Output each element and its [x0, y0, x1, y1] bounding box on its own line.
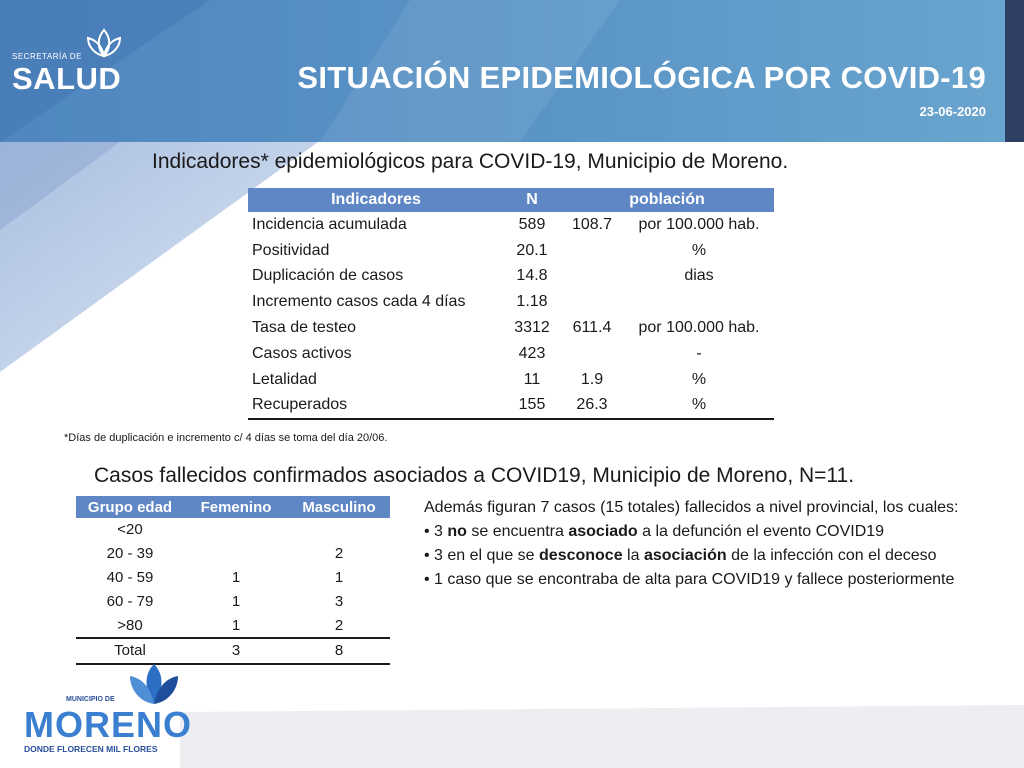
column-header: Femenino: [184, 496, 288, 518]
female-count: [184, 542, 288, 566]
male-count: 3: [334, 592, 344, 610]
note-text: a la defunción el evento COVID19: [637, 523, 885, 540]
indicator-rate: 26.3: [560, 393, 624, 420]
indicator-n: 423: [518, 344, 546, 362]
page-title: SITUACIÓN EPIDEMIOLÓGICA POR COVID-19: [297, 60, 986, 95]
note-text: • 3: [424, 523, 448, 540]
note-emphasis: asociación: [643, 547, 727, 564]
table-row: [76, 589, 390, 613]
indicator-rate: [560, 341, 624, 367]
indicator-n: 155: [504, 393, 560, 420]
indicator-rate: [560, 289, 624, 315]
indicator-unit: por 100.000 hab.: [638, 319, 760, 337]
table-row: [248, 264, 774, 290]
indicators-header-row: [248, 188, 774, 212]
male-count: 2: [334, 616, 344, 634]
female-count: 1: [231, 592, 241, 610]
indicator-unit: %: [624, 393, 774, 420]
salud-logo: [12, 28, 132, 98]
indicator-n: 1.18: [516, 293, 548, 311]
age-group: >80: [117, 616, 143, 634]
note-emphasis: asociado: [568, 523, 638, 540]
indicator-rate: 1.9: [580, 370, 604, 388]
notes-paragraph: [424, 496, 978, 592]
report-date: 23-06-2020: [919, 104, 986, 119]
note-text: • 3 en el que se: [424, 547, 540, 564]
indicator-rate: 108.7: [571, 215, 613, 233]
indicator-unit: -: [696, 344, 702, 362]
column-header: Masculino: [288, 496, 390, 518]
male-count: 1: [334, 568, 344, 586]
moreno-logo-title: MORENO: [24, 704, 192, 745]
footnote: *Días de duplicación e incremento c/ 4 días se toma del día 20/06.: [64, 432, 388, 444]
table-row: [248, 289, 774, 315]
indicator-name: Duplicación de casos: [252, 267, 404, 285]
note-text: de la infección con el deceso: [726, 547, 937, 564]
indicator-name: Incremento casos cada 4 días: [252, 293, 466, 311]
indicator-unit: %: [691, 241, 707, 259]
column-header: Indicadores: [248, 188, 504, 212]
indicator-rate: [560, 238, 624, 264]
indicator-unit: [624, 289, 774, 315]
note-bullet: • 1 caso que se encontraba de alta para COVID19 y fallece posteriormente: [424, 571, 955, 588]
indicator-unit: por 100.000 hab.: [638, 215, 760, 233]
indicator-n: 20.1: [516, 241, 548, 259]
male-total: 8: [288, 638, 390, 664]
logo-subtitle: SECRETARÍA DE: [12, 52, 82, 61]
indicator-n: 3312: [514, 319, 550, 337]
female-count: 1: [231, 616, 241, 634]
male-count: [288, 518, 390, 542]
age-group: <20: [117, 521, 143, 539]
indicator-name: Recuperados: [248, 393, 504, 420]
female-count: [184, 518, 288, 542]
note-emphasis: desconoce: [539, 547, 623, 564]
male-count: 2: [334, 545, 344, 563]
moreno-logo-subtitle: MUNICIPIO DE: [66, 696, 115, 703]
table-row: [248, 212, 774, 238]
column-header: población: [560, 188, 774, 212]
age-group: 60 - 79: [106, 592, 154, 610]
indicator-name: Incidencia acumulada: [252, 215, 407, 233]
indicator-unit: %: [691, 370, 707, 388]
note-bullet: [424, 520, 978, 544]
indicator-n: 11: [523, 370, 541, 388]
notes-intro: Además figuran 7 casos (15 totales) fallecidos a nivel provincial, los cuales:: [424, 499, 959, 516]
logo-title: SALUD: [12, 61, 122, 96]
indicator-name: Casos activos: [252, 344, 352, 362]
moreno-logo-tagline: DONDE FLORECEN MIL FLORES: [24, 744, 158, 754]
total-label: Total: [76, 638, 184, 664]
table-row: [76, 613, 390, 638]
note-bullet: [424, 544, 978, 568]
table-row: [248, 315, 774, 341]
indicator-name: Positividad: [252, 241, 330, 259]
lotus-icon: [84, 28, 124, 58]
note-emphasis: no: [447, 523, 467, 540]
table-row: [76, 518, 390, 542]
indicator-name: Tasa de testeo: [252, 319, 357, 337]
note-text: se encuentra: [466, 523, 569, 540]
table-row: [76, 542, 390, 566]
indicators-title: Indicadores* epidemiológicos para COVID-19, Municipio de Moreno.: [152, 150, 789, 173]
table-row: [248, 393, 774, 420]
deaths-title: Casos fallecidos confirmados asociados a COVID19, Municipio de Moreno, N=11.: [94, 464, 855, 487]
column-header: N: [504, 188, 560, 212]
age-group: 40 - 59: [106, 568, 154, 586]
indicator-n: 14.8: [516, 267, 548, 285]
indicator-rate: [560, 264, 624, 290]
table-row: [248, 238, 774, 264]
indicator-rate: 611.4: [572, 319, 612, 337]
age-group: 20 - 39: [106, 545, 154, 563]
deaths-header-row: [76, 496, 390, 518]
indicator-n: 589: [518, 215, 546, 233]
indicators-table: [248, 188, 774, 420]
moreno-logo: [22, 660, 192, 760]
column-header: Grupo edad: [76, 496, 184, 518]
female-total: 3: [184, 638, 288, 664]
female-count: 1: [231, 568, 241, 586]
indicator-unit: dias: [684, 267, 714, 285]
indicator-name: Letalidad: [252, 370, 317, 388]
table-row: [248, 341, 774, 367]
note-text: la: [622, 547, 644, 564]
table-row: [248, 367, 774, 393]
table-row: [76, 566, 390, 590]
deaths-table: [76, 496, 390, 665]
